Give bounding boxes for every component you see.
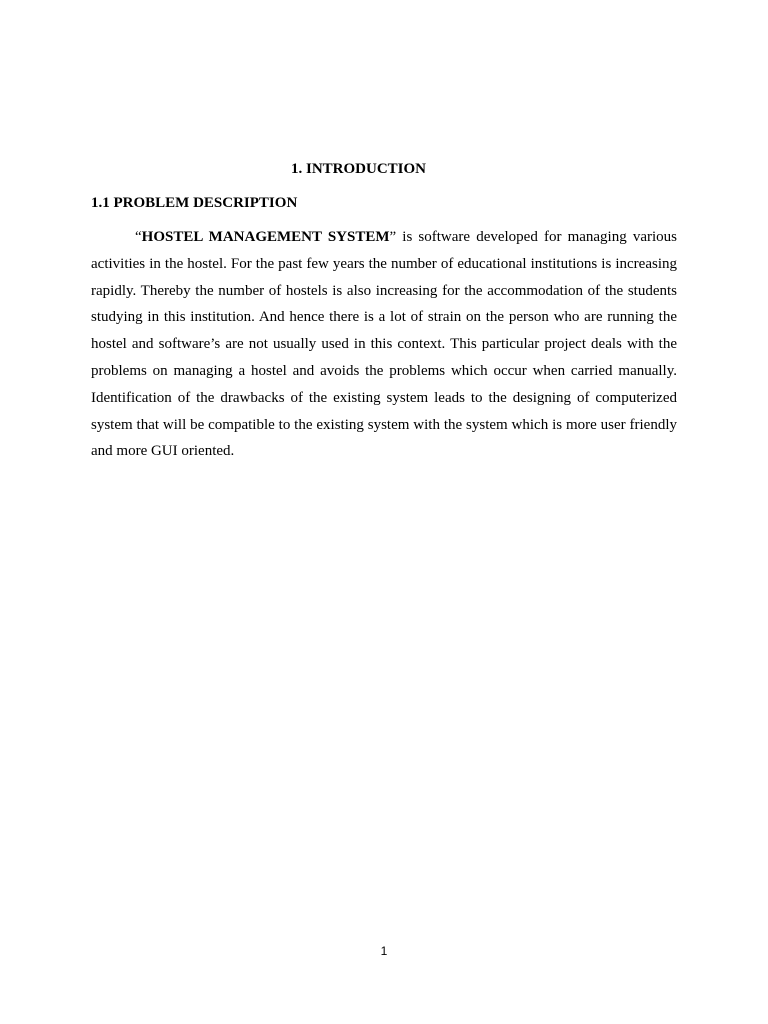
page-number: 1: [380, 944, 388, 958]
problem-description-paragraph: [91, 224, 677, 465]
paragraph-body-text: ” is software developed for managing various activities in the hostel. For the past few years the number of educational institutions is increasing rapidly. Thereby the number of hostels is also increasing for the accommodation of the students studying in this institution. And hence there is a lot of strain on the person who are running the hostel and software’s are not usually used in this context. This particular project deals with the problems on managing a hostel and avoids the problems which occur when carried manually. Identification of the drawbacks of the existing system leads to the designing of computerized system that will be compatible to the existing system with the system which is more user friendly and more GUI oriented.: [91, 229, 678, 460]
open-quote: “: [135, 229, 142, 245]
chapter-title-text: 1. INTRODUCTION: [291, 161, 427, 177]
section-heading: 1.1 PROBLEM DESCRIPTION: [91, 195, 298, 211]
system-name-term: HOSTEL MANAGEMENT SYSTEM: [141, 229, 390, 245]
